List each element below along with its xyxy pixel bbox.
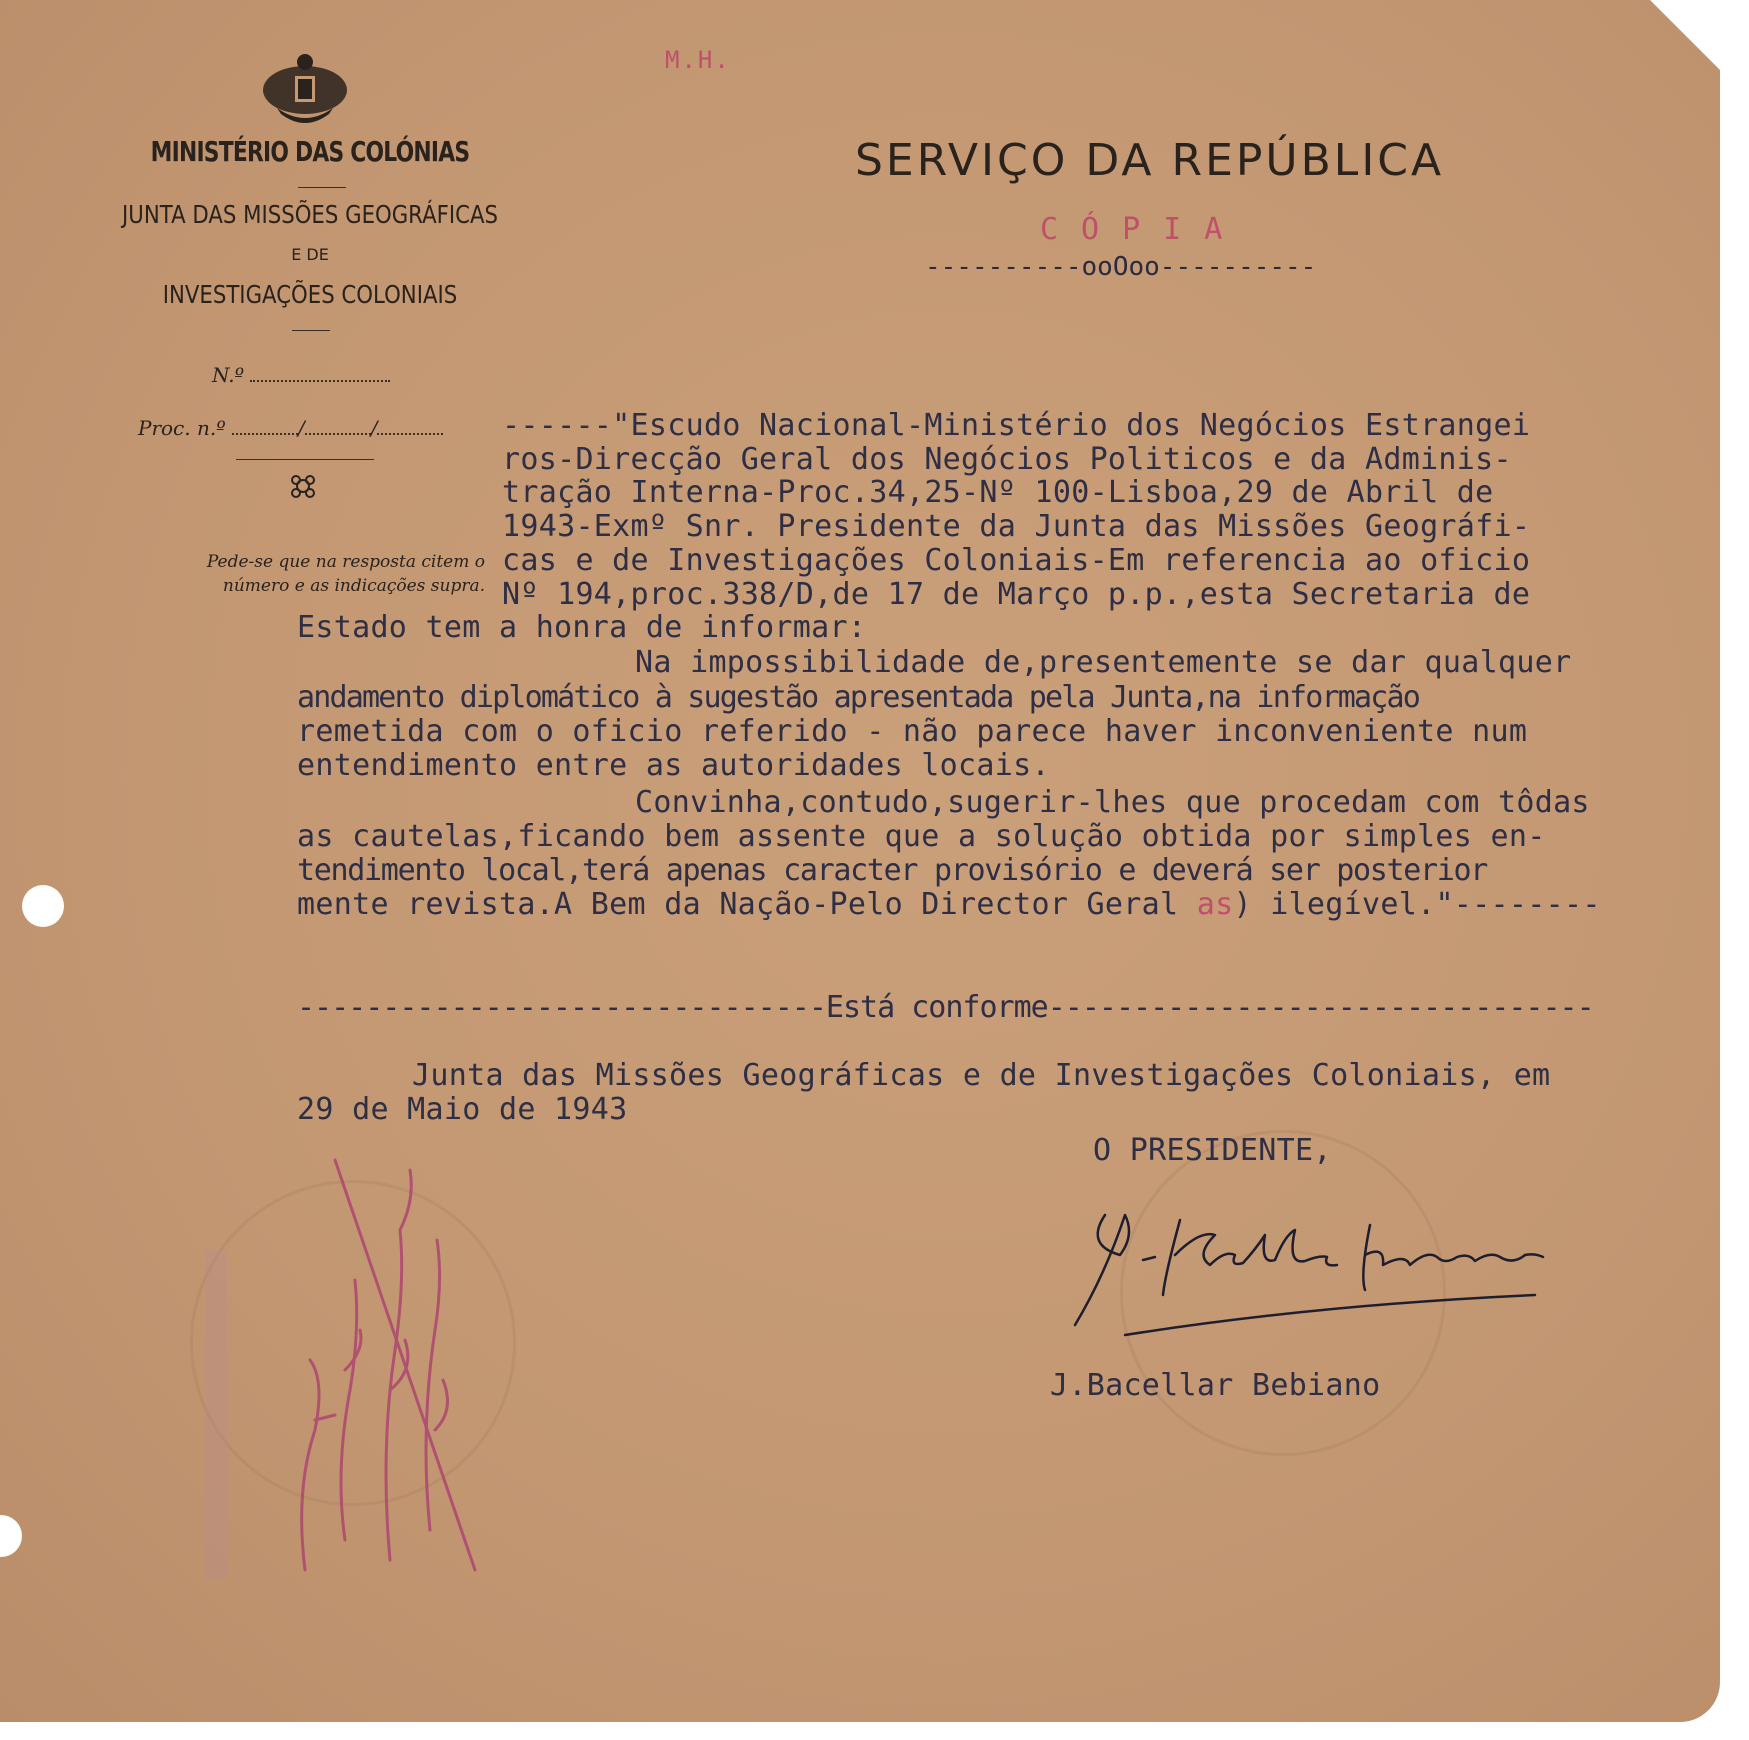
body-line-13: as cautelas,ficando bem assente que a solução obtida por simples en- xyxy=(297,819,1546,854)
body-line-3: tração Interna-Proc.34,25-Nº 100-Lisboa,29 de Abril de xyxy=(502,475,1494,510)
body-line-6: Nº 194,proc.338/D,de 17 de Março p.p.,esta Secretaria de xyxy=(502,577,1531,612)
filing-stamp-image xyxy=(185,1130,525,1600)
junta-name-line3: INVESTIGAÇÕES COLONIAIS xyxy=(162,280,458,309)
body-line-11: entendimento entre as autoridades locais. xyxy=(297,748,1050,783)
numero-field xyxy=(212,362,390,387)
body-line-10: remetida com o oficio referido - não parece haver inconveniente num xyxy=(297,714,1528,749)
copy-rule: ----------ooOoo---------- xyxy=(925,252,1317,282)
body-line-4: 1943-Exmº Snr. Presidente da Junta das Missões Geográfi- xyxy=(502,509,1531,544)
body-line-12: Convinha,contudo,sugerir-lhes que procedam com tôdas xyxy=(635,785,1590,820)
junta-name-line2: E DE xyxy=(291,245,329,264)
letterhead-divider xyxy=(298,187,346,188)
ornament-icon xyxy=(287,470,319,502)
signatory-title: O PRESIDENTE, xyxy=(1093,1133,1332,1168)
body-line-2: ros-Direcção Geral dos Negócios Politicos e da Adminis- xyxy=(502,442,1512,477)
copy-label: CÓPIA xyxy=(1040,212,1246,247)
page-corner-cut xyxy=(1650,0,1720,70)
numero-label: N.º xyxy=(212,363,244,387)
punch-hole-lower xyxy=(0,1515,22,1557)
proc-field: Proc. n.º / / xyxy=(138,415,443,440)
body-line-5: cas e de Investigações Coloniais-Em referencia ao oficio xyxy=(502,543,1531,578)
ministry-name: MINISTÉRIO DAS COLÓNIAS xyxy=(150,135,470,168)
body-line-9: andamento diplomático à sugestão apresentada pela Junta,na informação xyxy=(297,680,1420,715)
reply-note: Pede-se que na resposta citem o número e as indicações supra. xyxy=(206,552,485,596)
letterhead-divider-2 xyxy=(292,330,330,331)
junta-name-line1: JUNTA DAS MISSÕES GEOGRÁFICAS xyxy=(122,200,498,229)
proc-label: Proc. n.º xyxy=(138,416,226,440)
body-line-14: tendimento local,terá apenas caracter provisório e deverá ser posterior xyxy=(297,853,1488,888)
conformity-line: -------------------------------Está conforme-------------------------------- xyxy=(297,990,1594,1025)
body-line-8: Na impossibilidade de,presentemente se dar qualquer xyxy=(635,645,1572,680)
signature-image xyxy=(1065,1195,1555,1345)
initials-mark: M.H. xyxy=(665,46,731,74)
page-title: SERVIÇO DA REPÚBLICA xyxy=(855,135,1445,186)
place-line-2: 29 de Maio de 1943 xyxy=(297,1092,628,1127)
body-line-7: Estado tem a honra de informar: xyxy=(297,610,867,645)
body-line-1: ------"Escudo Nacional-Ministério dos Negócios Estrangei xyxy=(502,408,1531,443)
punch-hole-upper xyxy=(22,885,64,927)
signatory-name: J.Bacellar Bebiano xyxy=(1050,1368,1381,1403)
body-line-15: mente revista.A Bem da Nação-Pelo Director Geral as) ilegível."-------- xyxy=(297,887,1601,922)
numero-blank xyxy=(250,362,390,382)
place-line-1: Junta das Missões Geográficas e de Investigações Coloniais, em xyxy=(412,1058,1551,1093)
proc-divider xyxy=(236,459,374,460)
coat-of-arms-icon xyxy=(255,48,355,128)
